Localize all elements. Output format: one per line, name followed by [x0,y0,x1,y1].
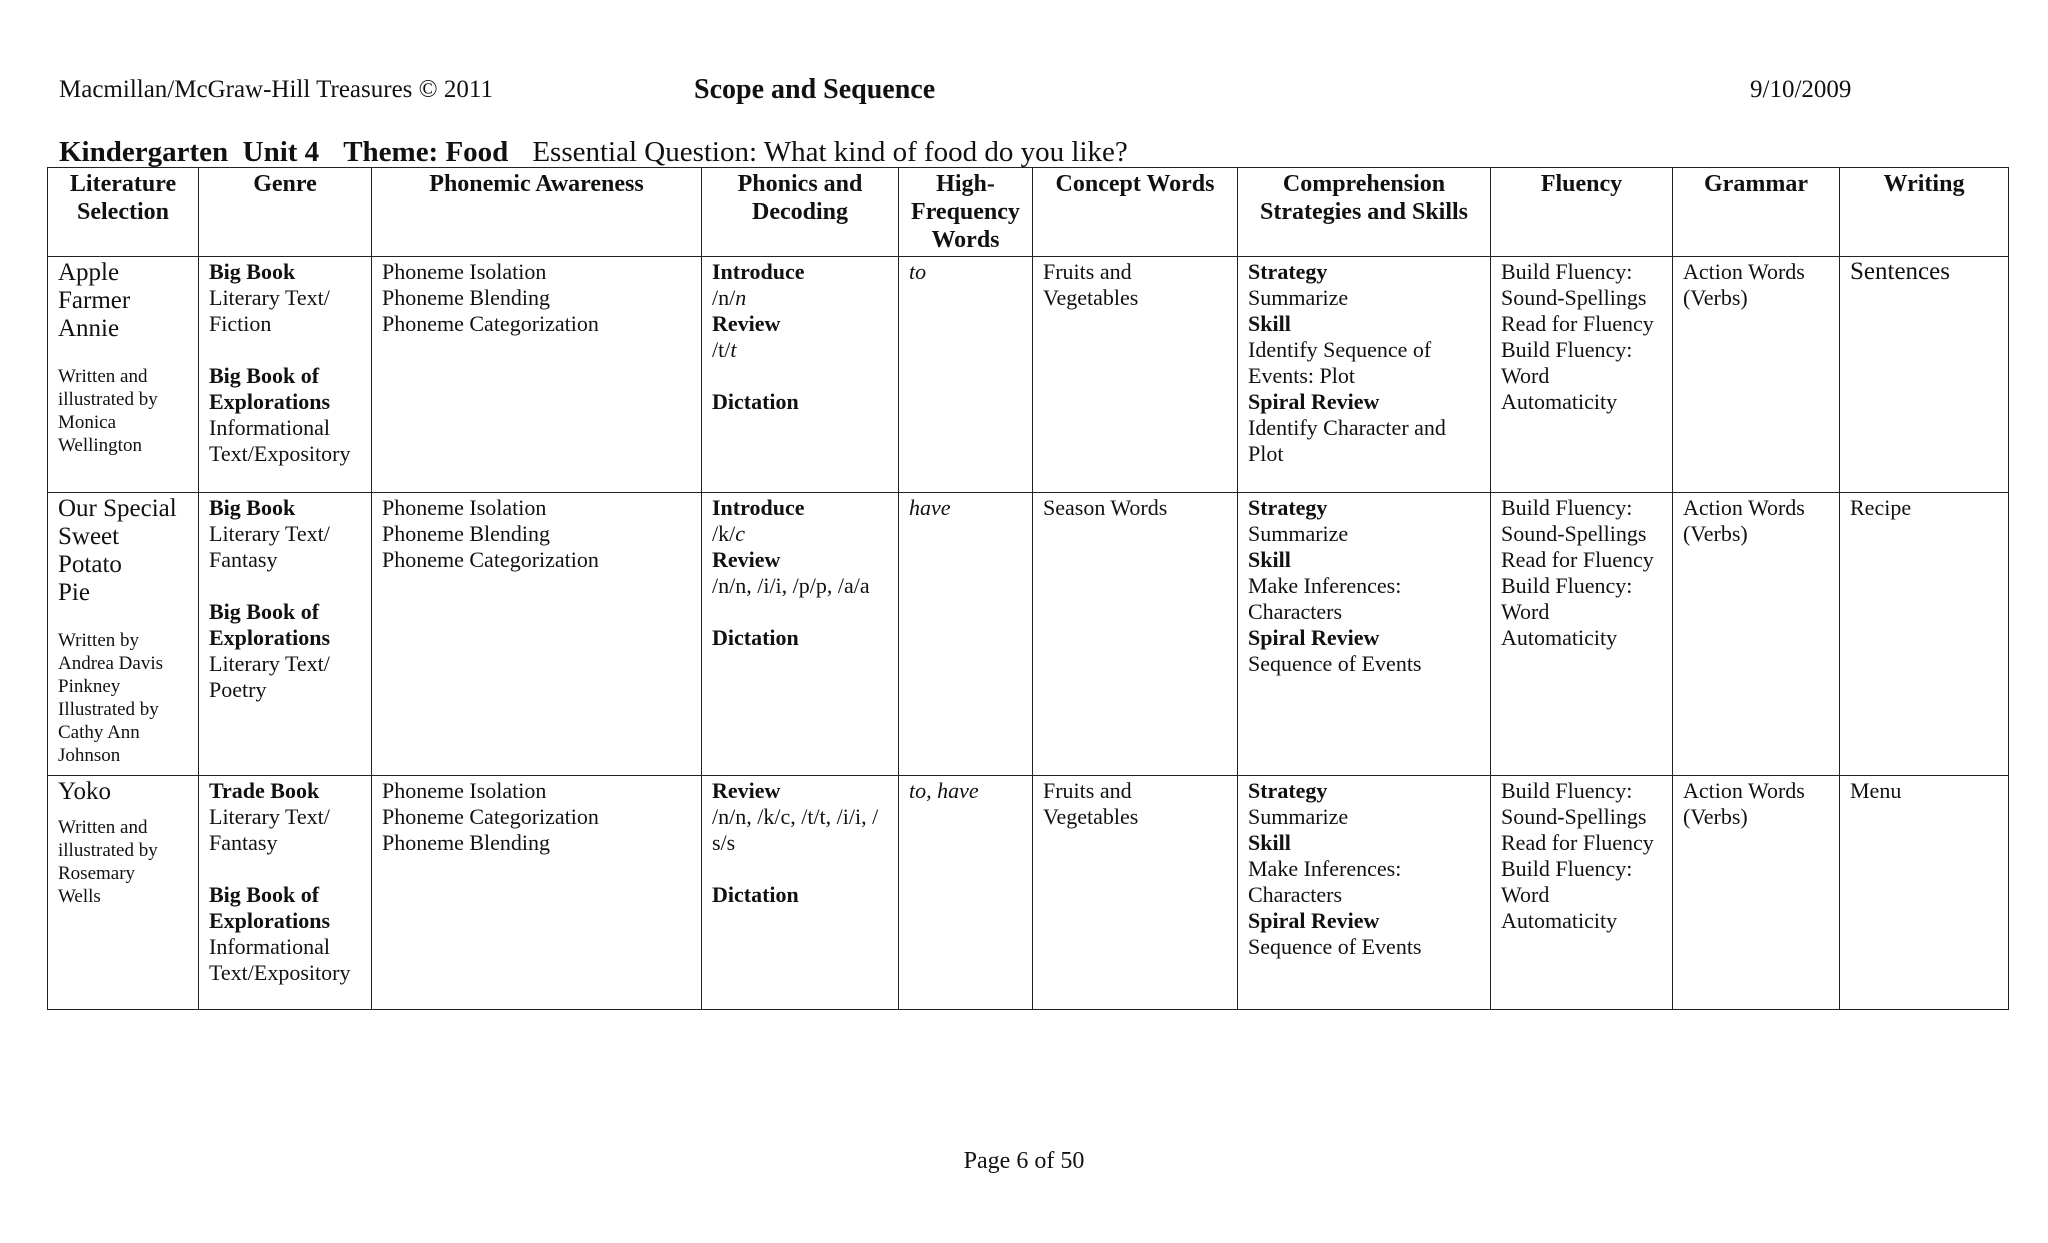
col-header-fluency: Fluency [1491,168,1673,257]
table-row [48,493,2009,776]
col-header-concept: Concept Words [1033,168,1238,257]
fluency-line: Read for Fluency [1501,830,1654,855]
fluency-line: Read for Fluency [1501,311,1654,336]
lit-title: Farmer [58,287,131,314]
concept-line: Vegetables [1043,804,1139,829]
credit-line: Johnson [58,745,121,766]
genre-head: Big Book [209,495,296,520]
genre-cell [199,493,372,776]
genre-line: Text/Expository [209,960,351,985]
genre-line: Literary Text/ [209,285,330,310]
genre-line: Text/Expository [209,441,351,466]
strategy-text: Summarize [1248,521,1349,546]
concept-line: Vegetables [1043,285,1139,310]
spiral-text: Sequence of Events [1248,934,1422,959]
fluency-line: Sound-Spellings [1501,521,1647,546]
grammar-line: (Verbs) [1683,521,1748,546]
strategy-head: Strategy [1248,495,1328,520]
fluency-line: Sound-Spellings [1501,804,1647,829]
hfw-cell [899,493,1033,776]
hfw-cell [899,776,1033,1010]
spiral-head: Spiral Review [1248,908,1380,933]
credit-line: Illustrated by [58,699,159,720]
genre-head: Big Book [209,259,296,284]
strategy-text: Summarize [1248,804,1349,829]
phonics-letter: n [735,285,747,310]
lit-credit [58,816,188,908]
credit-line: Andrea Davis [58,653,163,674]
genre-head: Explorations [209,908,331,933]
spiral-head: Spiral Review [1248,625,1380,650]
fluency-line: Word [1501,599,1550,624]
phonemic-item: Phoneme Isolation [382,778,547,803]
genre-line: Poetry [209,677,267,702]
writing-cell [1840,257,2009,493]
fluency-line: Automaticity [1501,908,1618,933]
fluency-line: Word [1501,882,1550,907]
credit-line: Written and [58,366,148,387]
credit-line: illustrated by [58,389,158,410]
grammar-line: (Verbs) [1683,804,1748,829]
grammar-cell [1673,257,1840,493]
phonemic-item: Phoneme Blending [382,830,551,855]
phonics-letter: c [735,521,745,546]
skill-head: Skill [1248,830,1291,855]
phonics-letter: t [730,337,737,362]
genre-line: Literary Text/ [209,521,330,546]
fluency-line: Build Fluency: [1501,856,1633,881]
genre-line: Fantasy [209,830,278,855]
fluency-line: Word [1501,363,1550,388]
spiral-text: Identify Character and [1248,415,1446,440]
fluency-line: Automaticity [1501,625,1618,650]
phonics-head: Review [712,778,781,803]
writing-text: Recipe [1850,495,1912,520]
grammar-line: Action Words [1683,495,1805,520]
document-date: 9/10/2009 [1750,76,1852,103]
grammar-cell [1673,776,1840,1010]
document-title: Scope and Sequence [694,74,936,105]
phonics-head: Review [712,547,781,572]
credit-line: Written and [58,817,148,838]
phonics-cell [702,257,899,493]
table-row [48,776,2009,1010]
grammar-line: Action Words [1683,259,1805,284]
genre-line: Literary Text/ [209,804,330,829]
phonemic-cell [372,776,702,1010]
table-row [48,257,2009,493]
phonics-value: /n/n, /i/i, /p/p, /a/a [712,573,870,598]
grammar-line: (Verbs) [1683,285,1748,310]
genre-line: Fantasy [209,547,278,572]
phonics-head: Dictation [712,389,799,414]
genre-head: Big Book of [209,363,320,388]
skill-text: Characters [1248,882,1343,907]
spiral-head: Spiral Review [1248,389,1380,414]
strategy-text: Summarize [1248,285,1349,310]
writing-text: Menu [1850,778,1902,803]
concept-cell [1033,776,1238,1010]
skill-text: Characters [1248,599,1343,624]
concept-line: Fruits and [1043,259,1132,284]
col-header-genre: Genre [199,168,372,257]
comprehension-cell [1238,776,1491,1010]
col-header-writing: Writing [1840,168,2009,257]
genre-line: Informational [209,415,330,440]
phonics-head: Review [712,311,781,336]
credit-line: Cathy Ann [58,722,140,743]
genre-head: Explorations [209,389,331,414]
fluency-line: Sound-Spellings [1501,285,1647,310]
credit-line: Wellington [58,435,142,456]
lit-title: Annie [58,315,120,342]
col-header-phonemic: Phonemic Awareness [372,168,702,257]
fluency-line: Build Fluency: [1501,259,1633,284]
phonics-value [712,337,888,363]
scope-sequence-table [47,167,2009,1010]
skill-head: Skill [1248,547,1291,572]
phonics-cell [702,776,899,1010]
hfw-words: have [909,495,951,520]
phonics-cell [702,493,899,776]
literature-cell [48,493,199,776]
strategy-head: Strategy [1248,259,1328,284]
spiral-text: Plot [1248,441,1284,466]
lit-title: Our Special [58,495,177,522]
col-header-hfw: High-Frequency Words [899,168,1033,257]
phonics-value [712,285,888,311]
skill-head: Skill [1248,311,1291,336]
genre-line: Literary Text/ [209,651,330,676]
phonics-head: Dictation [712,625,799,650]
fluency-line: Automaticity [1501,389,1618,414]
genre-head: Explorations [209,625,331,650]
comprehension-cell [1238,257,1491,493]
col-header-comprehension: Comprehension Strategies and Skills [1238,168,1491,257]
genre-cell [199,776,372,1010]
concept-cell [1033,493,1238,776]
fluency-line: Build Fluency: [1501,778,1633,803]
phonics-value: /n/n, /k/c, /t/t, /i/i, / [712,804,879,829]
phonemic-item: Phoneme Categorization [382,311,599,336]
col-header-literature: Literature Selection [48,168,199,257]
fluency-cell [1491,493,1673,776]
phonics-sound: /n/ [712,285,736,310]
fluency-line: Build Fluency: [1501,573,1633,598]
essential-question: Essential Question: What kind of food do you like? [532,136,1128,168]
literature-cell [48,257,199,493]
fluency-line: Build Fluency: [1501,495,1633,520]
col-header-phonics: Phonics and Decoding [702,168,899,257]
hfw-words: to [909,259,927,284]
fluency-cell [1491,776,1673,1010]
phonics-value [712,521,888,547]
hfw-words: to, have [909,778,979,803]
grammar-line: Action Words [1683,778,1805,803]
genre-head: Trade Book [209,778,320,803]
lit-credit [58,365,188,457]
genre-line: Fiction [209,311,272,336]
hfw-cell [899,257,1033,493]
grade-unit: Kindergarten Unit 4 [59,136,320,168]
skill-text: Identify Sequence of [1248,337,1432,362]
phonics-head: Introduce [712,259,805,284]
concept-line: Season Words [1043,495,1168,520]
spiral-text: Sequence of Events [1248,651,1422,676]
credit-line: Pinkney [58,676,121,697]
strategy-head: Strategy [1248,778,1328,803]
phonics-head: Introduce [712,495,805,520]
fluency-cell [1491,257,1673,493]
lit-credit [58,629,188,767]
writing-text: Sentences [1850,258,1950,285]
genre-line: Informational [209,934,330,959]
lit-title: Yoko [58,778,112,805]
phonemic-item: Phoneme Categorization [382,547,599,572]
publisher-text: Macmillan/McGraw-Hill Treasures © 2011 [59,76,493,103]
credit-line: Rosemary [58,863,136,884]
phonics-sound: /k/ [712,521,736,546]
credit-line: Wells [58,886,101,907]
phonemic-item: Phoneme Blending [382,521,551,546]
writing-cell [1840,776,2009,1010]
phonics-value: s/s [712,830,736,855]
genre-head: Big Book of [209,882,320,907]
col-header-grammar: Grammar [1673,168,1840,257]
credit-line: Written by [58,630,140,651]
phonemic-item: Phoneme Blending [382,285,551,310]
phonemic-item: Phoneme Isolation [382,259,547,284]
concept-cell [1033,257,1238,493]
theme: Theme: Food [343,136,509,168]
lit-title: Apple [58,259,120,286]
skill-text: Make Inferences: [1248,573,1402,598]
skill-text: Make Inferences: [1248,856,1402,881]
genre-cell [199,257,372,493]
phonemic-cell [372,257,702,493]
literature-cell [48,776,199,1010]
credit-line: Monica [58,412,117,433]
grammar-cell [1673,493,1840,776]
page-number: Page 6 of 50 [963,1148,1085,1174]
comprehension-cell [1238,493,1491,776]
phonemic-item: Phoneme Isolation [382,495,547,520]
unit-heading [59,136,1128,169]
phonemic-item: Phoneme Categorization [382,804,599,829]
skill-text: Events: Plot [1248,363,1355,388]
genre-head: Big Book of [209,599,320,624]
concept-line: Fruits and [1043,778,1132,803]
fluency-line: Read for Fluency [1501,547,1654,572]
phonics-head: Dictation [712,882,799,907]
phonics-sound: /t/ [712,337,731,362]
fluency-line: Build Fluency: [1501,337,1633,362]
writing-cell [1840,493,2009,776]
lit-title: Pie [58,579,90,606]
header-row [48,168,2009,257]
lit-title: Sweet Potato [58,523,122,578]
phonemic-cell [372,493,702,776]
credit-line: illustrated by [58,840,158,861]
